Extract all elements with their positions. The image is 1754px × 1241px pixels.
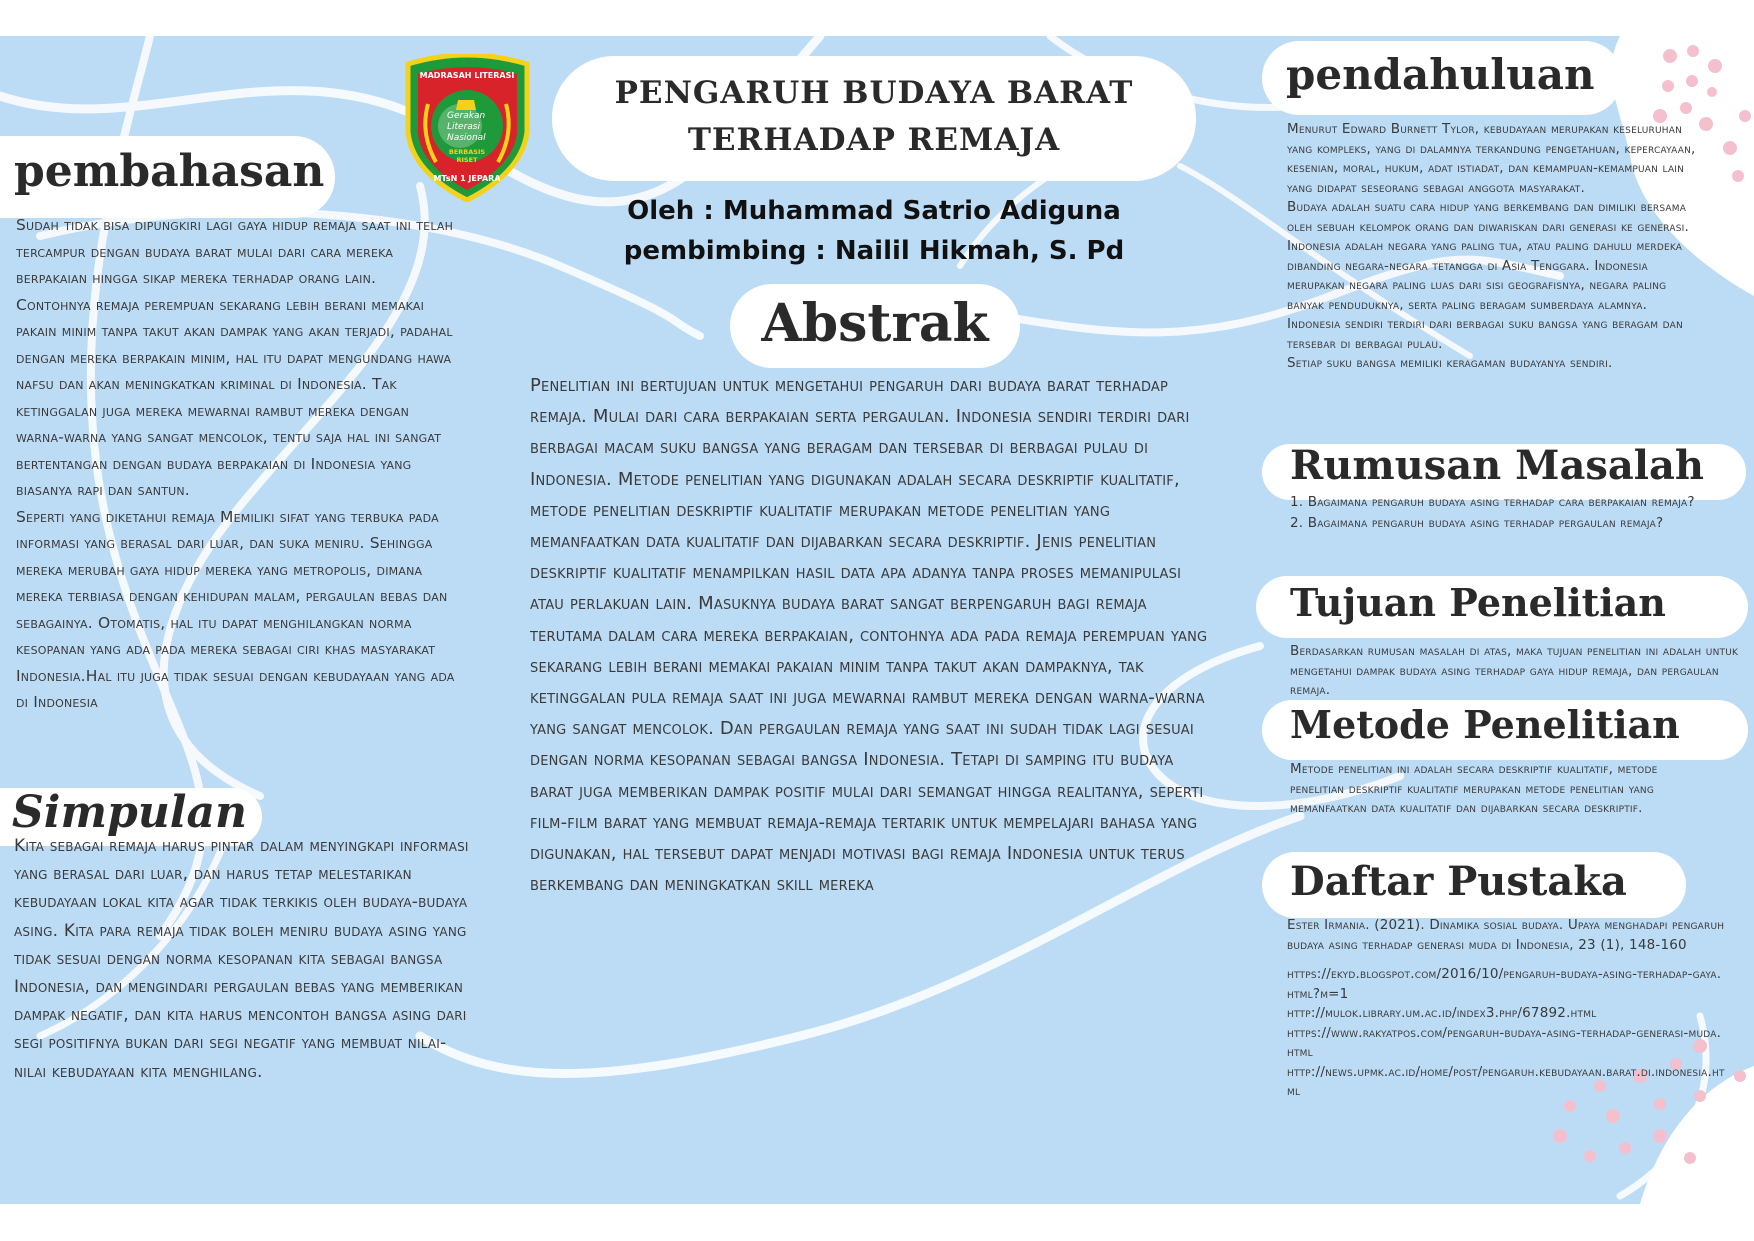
- pendahuluan-paragraph: Indonesia adalah negara yang paling tua, atau paling dahulu merdeka dibanding negara-negara tetangga di Asia Tenggara. Indonesia merupakan negara paling luas dari sisi geografisnya, negara paling banyak penduduknya, serta paling beragam sumberdaya alamnya. Indonesia sendiri terdiri dari berbagai suku bangsa yang beragam dan tersebar di berbagai pulau.: [1287, 238, 1683, 352]
- svg-text:Nasional: Nasional: [447, 133, 486, 143]
- pembahasan-text: [16, 212, 456, 716]
- pendahuluan-heading: pendahuluan: [1286, 50, 1595, 99]
- reference-link[interactable]: http://news.upmk.ac.id/home/post/pengaruh.kebudayaan.barat.di.indonesia.html: [1287, 1063, 1725, 1099]
- pendahuluan-paragraph: Menurut Edward Burnett Tylor, kebudayaan merupakan keseluruhan yang kompleks, yang di dalamnya terkandung pengetahuan, kepercayaan, kesenian, moral, hukum, adat istiadat, dan kemampuan-kemampuan lain yang didapat seseorang sebagai anggota masyarakat.: [1287, 121, 1696, 196]
- metode-heading: Metode Penelitian: [1290, 702, 1680, 747]
- svg-text:MADRASAH LITERASI: MADRASAH LITERASI: [419, 71, 515, 80]
- metode-text: Metode penelitian ini adalah secara deskriptif kualitatif, metode penelitian deskriptif kualitatif merupakan metode penelitian yang memanfaatkan data kualitatif dan dijabarkan secara deskriptif.: [1290, 761, 1658, 816]
- pendahuluan-paragraph: Setiap suku bangsa memiliki keragaman budayanya sendiri.: [1287, 355, 1613, 371]
- poster: [0, 36, 1754, 1204]
- rumusan-list: [1290, 492, 1748, 534]
- svg-text:Literasi: Literasi: [447, 122, 480, 132]
- abstrak-text: Penelitian ini bertujuan untuk mengetahui pengaruh dari budaya barat terhadap remaja. Mulai dari cara berpakaian serta pergaulan. Indonesia sendiri terdiri dari berbagai macam suku bangsa yang beragam dan tersebar di berbagai pulau di Indonesia. Metode penelitian yang digunakan adalah secara deskriptif kualitatif, metode penelitian deskriptif kualitatif merupakan metode penelitian yang memanfaatkan data kualitatif dan dijabarkan secara deskriptif. Jenis penelitian deskriptif kualitatif menampilkan hasil data apa adanya tanpa proses memanipulasi atau perlakuan lain. Masuknya budaya barat sangat berpengaruh bagi remaja terutama dalam cara mereka berpakaian, contohnya ada pada remaja perempuan yang sekarang lebih berani memakai pakaian minim tanpa takut akan dampaknya, tak ketinggalan pula remaja saat ini juga mewarnai rambut mereka dengan warna-warna yang sangat mencolok. Dan pergaulan remaja yang saat ini sudah tidak lagi sesuai dengan norma kesopanan sebagai bangsa Indonesia. Tetapi di samping itu budaya barat juga memberikan dampak positif mulai dari semangat hingga realitanya, seperti film-film barat yang membuat remaja-remaja tertarik untuk mempelajari bahasa yang digunakan, hal tersebut dapat menjadi motivasi bagi remaja Indonesia untuk terus berkembang dan meningkatkan skill mereka: [530, 375, 1208, 896]
- daftar-heading: Daftar Pustaka: [1290, 858, 1627, 905]
- simpulan-text: Kita sebagai remaja harus pintar dalam menyingkapi informasi yang berasal dari luar, dan harus tetap melestarikan kebudayaan lokal kita agar tidak terkikis oleh budaya-budaya asing. Kita para remaja tidak boleh meniru budaya asing yang tidak sesuai dengan norma kesopanan kita sebagai bangsa Indonesia, dan mengindari pergaulan bebas yang memberikan dampak negatif, dan kita harus mencontoh bangsa asing dari segi positifnya bukan dari segi negatif yang membuat nilai-nilai kebudayaan kita menghilang.: [14, 836, 469, 1082]
- tujuan-heading: Tujuan Penelitian: [1290, 580, 1666, 625]
- svg-text:MTsN 1 JEPARA: MTsN 1 JEPARA: [433, 174, 501, 183]
- author-line: Oleh : Muhammad Satrio Adiguna: [627, 196, 1121, 226]
- title-line: TERHADAP REMAJA: [687, 122, 1061, 158]
- supervisor-line: pembimbing : Nailil Hikmah, S. Pd: [623, 236, 1125, 266]
- abstrak-heading: Abstrak: [761, 293, 989, 354]
- title-line: PENGARUH BUDAYA BARAT: [614, 75, 1134, 111]
- poster-title: [552, 70, 1196, 164]
- svg-text:BERBASIS: BERBASIS: [448, 148, 486, 156]
- svg-text:Gerakan: Gerakan: [447, 111, 486, 121]
- svg-text:RISET: RISET: [456, 156, 478, 164]
- rumusan-item: 2. Bagaimana pengaruh budaya asing terhadap pergaulan remaja?: [1290, 515, 1664, 531]
- tujuan-text: Berdasarkan rumusan masalah di atas, maka tujuan penelitian ini adalah untuk mengetahui dampak budaya asing terhadap gaya hidup remaja, dan pergaulan remaja.: [1290, 643, 1739, 698]
- school-logo: [400, 54, 535, 202]
- pembahasan-heading: pembahasan: [14, 146, 325, 197]
- rumusan-heading: Rumusan Masalah: [1290, 442, 1705, 489]
- reference-link[interactable]: https://ekyd.blogspot.com/2016/10/pengaruh-budaya-asing-terhadap-gaya.html?m=1: [1287, 966, 1722, 1002]
- reference-link[interactable]: https://www.rakyatpos.com/pengaruh-budaya-asing-terhadap-generasi-muda.html: [1287, 1024, 1722, 1060]
- reference-link[interactable]: http://mulok.library.um.ac.id/index3.php/67892.html: [1287, 1005, 1597, 1021]
- pembahasan-paragraph: Sudah tidak bisa dipungkiri lagi gaya hidup remaja saat ini telah tercampur dengan budaya barat mulai dari cara mereka berpakaian hingga sikap mereka terhadap orang lain. Contohnya remaja perempuan sekarang lebih berani memakai pakain minim tanpa takut akan dampak yang akan terjadi, padahal dengan mereka berpakain minim, hal itu dapat mengundang hawa nafsu dan akan meningkatkan kriminal di Indonesia. Tak ketinggalan juga mereka mewarnai rambut mereka dengan warna-warna yang sangat mencolok, tentu saja hal ini sangat bertentangan dengan budaya berpakaian di Indonesia yang biasanya rapi dan santun.: [16, 216, 454, 499]
- pendahuluan-text: [1287, 120, 1699, 374]
- pembahasan-paragraph: Seperti yang diketahui remaja Memiliki sifat yang terbuka pada informasi yang berasal dari luar, dan suka meniru. Sehingga mereka merubah gaya hidup mereka yang metropolis, dimana mereka terbiasa dengan kehidupan malam, pergaulan bebas dan sebagainya. Otomatis, hal itu dapat menghilangkan norma kesopanan yang ada pada mereka sebagai ciri khas masyarakat Indonesia.Hal itu juga tidak sesuai dengan kebudayaan yang ada di Indonesia: [16, 507, 455, 711]
- rumusan-item: 1. Bagaimana pengaruh budaya asing terhadap cara berpakaian remaja?: [1290, 494, 1695, 510]
- daftar-references: [1287, 916, 1727, 1102]
- pendahuluan-paragraph: Budaya adalah suatu cara hidup yang berkembang dan dimiliki bersama oleh sebuah kelompok orang dan diwariskan dari generasi ke generasi.: [1287, 199, 1690, 235]
- simpulan-heading: Simpulan: [12, 787, 248, 838]
- citation: Ester Irmania. (2021). Dinamika sosial budaya. Upaya menghadapi pengaruh budaya asing terhadap generasi muda di Indonesia, 23 (1), 148-160: [1287, 917, 1725, 953]
